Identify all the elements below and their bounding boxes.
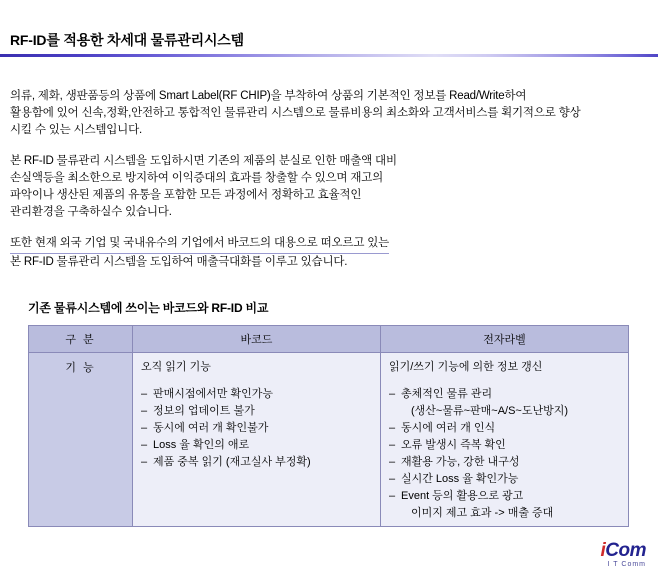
list-item: [389, 471, 620, 488]
slide-title-block: [0, 30, 658, 57]
dash-icon: –: [141, 388, 148, 400]
list-item: [389, 420, 620, 437]
list-item: [389, 386, 620, 420]
list-item-label: 판매시점에서만 확인가능: [153, 388, 273, 400]
dash-icon: –: [389, 490, 396, 502]
table-row-label-function: 기 능: [29, 353, 133, 527]
paragraph-1: [10, 88, 646, 139]
list-item: [141, 454, 372, 471]
list-item-subtext: 이미지 제고 효과 -> 매출 증대: [411, 507, 554, 519]
paragraph-2-line-4: 관리환경을 구축하실수 있습니다.: [10, 206, 172, 218]
list-item: [141, 420, 372, 437]
table-row: [29, 353, 629, 527]
list-item-label: 제품 중복 읽기 (재고실사 부정확): [153, 456, 311, 468]
section-heading: 기존 물류시스템에 쓰이는 바코드와 RF-ID 비교: [28, 301, 269, 315]
list-item-label: 오류 발생시 즉복 확인: [401, 439, 506, 451]
logo-letter-i: i: [600, 540, 606, 561]
list-item-label: 총체적인 물류 관리: [401, 388, 493, 400]
paragraph-3-line-1-text: 또한 현재 외국 기업 및 국내유수의 기업에서 바코드의 대용으로 떠오르고 있는: [10, 235, 389, 254]
list-item-subtext: (생산~물류~판매~A/S~도난방지): [411, 405, 569, 417]
paragraph-2-line-1: 본 RF-ID 물류관리 시스템을 도입하시면 기존의 제품의 분실로 인한 매출액 대비: [10, 155, 397, 167]
paragraph-2-line-3: 파악이나 생산된 제품의 유통을 포함한 모든 과정에서 정확하고 효율적인: [10, 189, 362, 201]
logo-letter-com: Com: [605, 540, 646, 561]
list-item-label: 재활용 가능, 강한 내구성: [401, 456, 520, 468]
logo-subtext: I T Comm: [607, 561, 646, 568]
table-header-row: [29, 326, 629, 353]
page-title: RF-ID를 적용한 차세대 물류관리시스템: [10, 32, 244, 48]
list-item-label: Event 등의 활용으로 광고: [401, 490, 524, 502]
list-item: [389, 488, 620, 522]
logo-wordmark: [600, 541, 646, 560]
barcode-feature-list: [141, 386, 372, 471]
paragraph-3: [10, 235, 646, 271]
dash-icon: –: [141, 422, 148, 434]
paragraph-2: [10, 153, 646, 221]
dash-icon: –: [389, 439, 396, 451]
list-item: [389, 437, 620, 454]
list-item: [141, 403, 372, 420]
table-cell-barcode: [133, 353, 381, 527]
rfid-summary: 읽기/쓰기 기능에 의한 정보 갱신: [389, 361, 543, 373]
list-item: [389, 454, 620, 471]
table-cell-rfid: [381, 353, 629, 527]
dash-icon: –: [389, 456, 396, 468]
list-item-label: 동시에 여러 개 확인불가: [153, 422, 269, 434]
rfid-feature-list: [389, 386, 620, 522]
paragraph-1-line-2: 활용함에 있어 신속,정확,안전하고 통합적인 물류관리 시스템으로 물류비용의 최소화와 고객서비스를 획기적으로 향상: [10, 107, 581, 119]
table-header-barcode: 바코드: [133, 326, 381, 353]
body-text: [10, 88, 646, 271]
dash-icon: –: [389, 388, 396, 400]
dash-icon: –: [141, 405, 148, 417]
dash-icon: –: [141, 456, 148, 468]
paragraph-3-line-2: 본 RF-ID 물류관리 시스템을 도입하여 매출극대화를 이루고 있습니다.: [10, 256, 348, 268]
list-item: [141, 437, 372, 454]
dash-icon: –: [141, 439, 148, 451]
list-item-label: Loss 율 확인의 애로: [153, 439, 250, 451]
paragraph-1-line-1: 의류, 제화, 생판품등의 상품에 Smart Label(RF CHIP)을 부착하여 상품의 기본적인 정보를 Read/Write하여: [10, 90, 527, 102]
table-header-rfid: 전자라벨: [381, 326, 629, 353]
paragraph-3-line-1: [10, 235, 646, 254]
title-divider: [0, 54, 658, 57]
list-item-label: 실시간 Loss 율 확인가능: [401, 473, 519, 485]
barcode-summary: 오직 읽기 기능: [141, 361, 211, 373]
comparison-table: [28, 325, 629, 527]
list-item: [141, 386, 372, 403]
paragraph-1-line-3: 시킬 수 있는 시스템입니다.: [10, 124, 142, 136]
paragraph-2-line-2: 손실액등을 최소한으로 방지하여 이익증대의 효과를 창출할 수 있으며 재고의: [10, 172, 384, 184]
dash-icon: –: [389, 473, 396, 485]
list-item-label: 정보의 업데이트 불가: [153, 405, 255, 417]
dash-icon: –: [389, 422, 396, 434]
company-logo: [600, 541, 646, 568]
list-item-label: 동시에 여러 개 인식: [401, 422, 496, 434]
table-header-corner: 구 분: [29, 326, 133, 353]
